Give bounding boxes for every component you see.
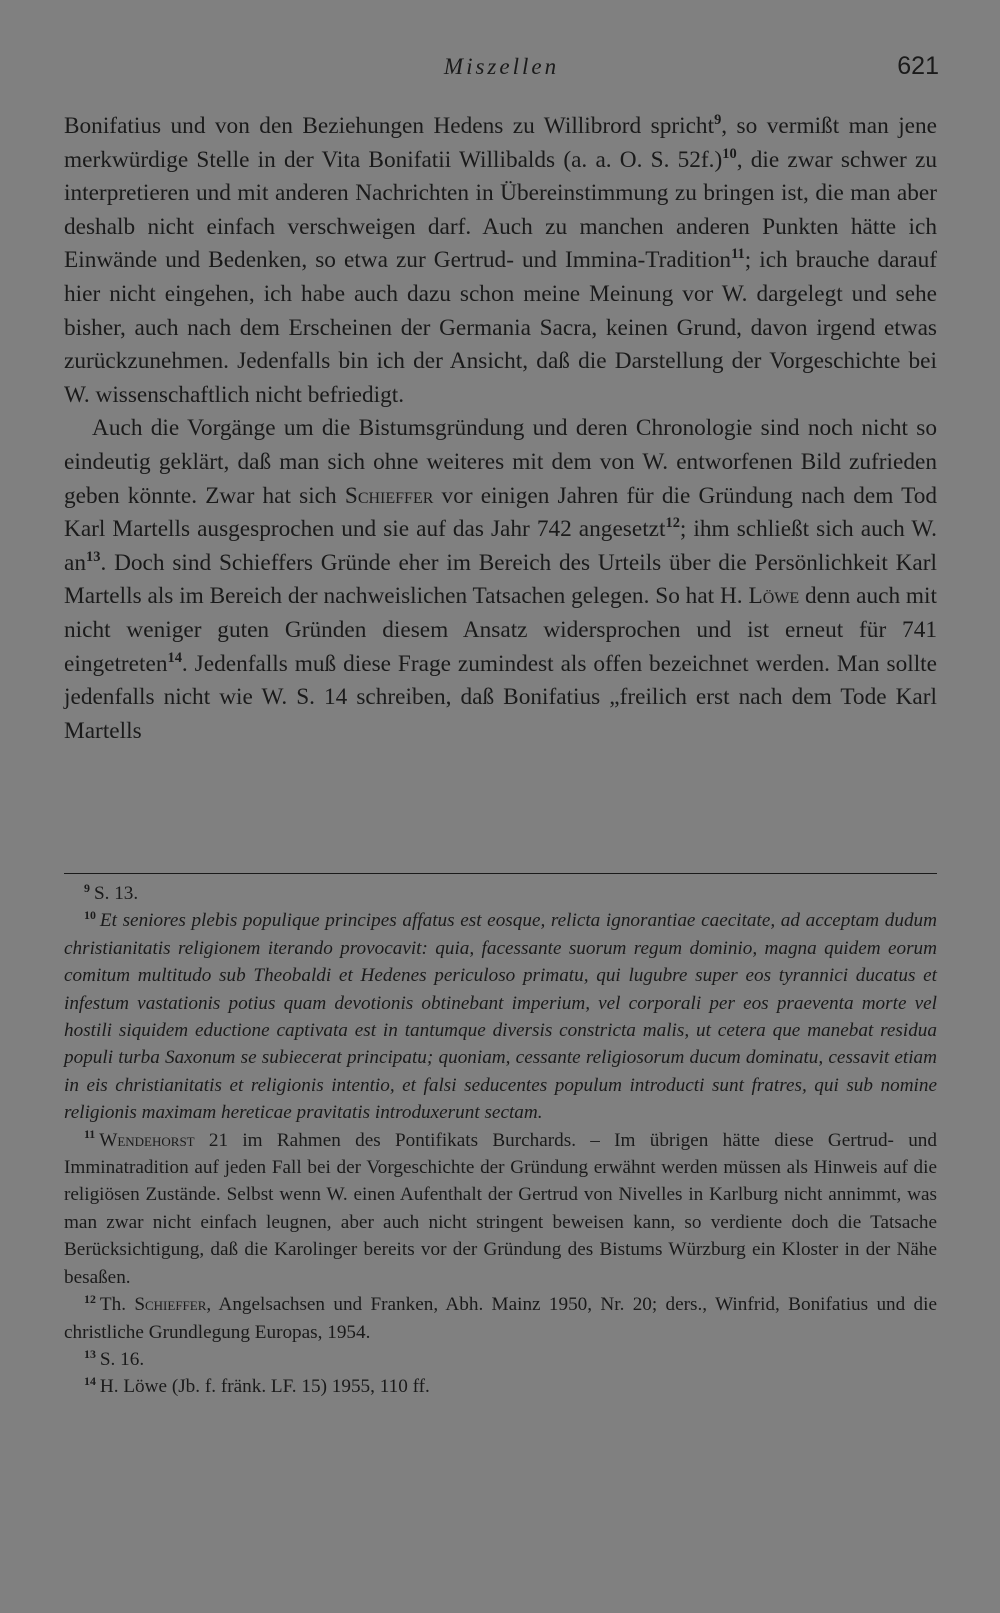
author-name: Schieffer	[344, 482, 434, 509]
footnote-ref-9: 9	[714, 112, 722, 129]
author-name: Löwe	[748, 583, 800, 610]
footnote-9	[64, 880, 937, 907]
footnote-14	[64, 1373, 937, 1400]
footnote-divider	[64, 873, 937, 874]
footnote-text: S. 16.	[99, 1348, 145, 1370]
text-run: . Jedenfalls muß diese Frage zumindest als offen bezeichnet werden. Man sollte jedenfalls nicht wie W. S. 14 schreiben, daß Bonifatius „freilich erst nach dem Tode Karl Martells	[64, 650, 937, 744]
footnote-number: 11	[84, 1127, 96, 1142]
text-run: denn auch mit nicht weniger guten Gründen diesem Ansatz widersprochen und ist erneut für 741 eingetreten	[64, 583, 937, 677]
footnote-number: 13	[84, 1346, 96, 1361]
footnote-13	[64, 1346, 937, 1373]
footnote-ref-11: 11	[731, 246, 745, 263]
footnote-text: 21 im Rahmen des Pontifikats Burchards. – Im übrigen hätte diese Gertrud- und Imminatradition auf jeden Fall bei der Vorgeschichte der Gründung erwähnt werden müssen als Hinweis auf die religiösen Zustände. Selbst wenn W. einen Aufenthalt der Gertrud von Nivelles in Karlburg nicht annimmt, was man zwar nicht einfach leugnen, aber auch nicht stringent beweisen kann, so verdiente doch die Tatsache Berücksichtigung, daß die Karolinger bereits vor der Gründung des Bistums Würzburg ein Kloster in der Nähe besaßen.	[64, 1129, 937, 1288]
paragraph-1	[64, 110, 937, 412]
footnote-number: 12	[84, 1291, 96, 1306]
footnote-ref-12: 12	[665, 515, 680, 532]
page-number: 621	[897, 52, 939, 80]
footnote-ref-13: 13	[86, 548, 101, 565]
main-text	[64, 110, 937, 748]
footnote-text: Et seniores plebis populique principes affatus est eosque, relicta ignorantiae caecitate, ad acceptam dudum christianitatis religionem iterando provocavit: quia, facessante suorum regum dominio, magna quidem eorum comitum multitudo sub Theobaldi et Hedenes periculoso primatu, qui lugubre super eos tyrannici ducatus et infestum vastationis potius quam devotionis obtinebant imperium, vel corporali per eos praeventa morte vel hostili siquidem eductione captivata est in tantumque diversis constricta malis, ut cetera que manebat residua populi turba Saxonum se subiecerat principatu; quoniam, cessante religiosorum ducum dominatu, cessavit etiam in eis christianitatis et religionis intentio, et falsi seducentes populum introducti sunt fratres, qui sub nomine religionis maximam hereticae pravitatis introduxerunt sectam.	[64, 910, 937, 1124]
footnote-ref-10: 10	[722, 145, 737, 162]
footnote-number: 14	[84, 1373, 96, 1388]
footnote-12	[64, 1291, 937, 1346]
text-run: Auch die Vorgänge um die Bistumsgründung und deren Chronologie sind noch nicht so eindeutig geklärt, daß man sich ohne weiteres mit dem von W. entworfenen Bild zufrieden geben könnte. Zwar hat sich	[64, 415, 937, 509]
footnote-text: , Angelsachsen und Franken, Abh. Mainz 1950, Nr. 20; ders., Winfrid, Bonifatius und die christliche Grundlegung Europas, 1954.	[64, 1294, 937, 1343]
running-head: Miszellen	[443, 54, 560, 79]
page-header	[64, 52, 939, 92]
text-run: vor einigen Jahren für die Gründung nach dem Tod Karl Martells ausgesprochen und sie auf das Jahr 742 angesetzt	[64, 482, 938, 543]
footnote-text: S. 13.	[93, 883, 139, 904]
text-run: , so vermißt man jene merkwürdige Stelle in der Vita Bonifatii Willibalds (a. a. O. S. 52f.)	[64, 113, 937, 173]
footnote-number: 10	[84, 908, 96, 923]
footnote-text: H. Löwe (Jb. f. fränk. LF. 15) 1955, 110 ff.	[99, 1376, 430, 1398]
text-run: ; ihm schließt sich auch W. an	[64, 516, 937, 576]
text-run: Bonifatius und von den Beziehungen Hedens zu Willibrord spricht	[64, 113, 715, 139]
text-run: . Doch sind Schieffers Gründe eher im Bereich des Urteils über die Persönlichkeit Karl Martells als im Bereich der nachweislichen Tatsachen gelegen. So hat H.	[64, 549, 937, 610]
footnote-10	[64, 907, 937, 1126]
paragraph-2	[64, 412, 937, 748]
footnote-ref-14: 14	[167, 649, 182, 666]
text-run: , die zwar schwer zu interpretieren und mit anderen Nachrichten in Übereinstimmung zu bringen ist, die man aber deshalb nicht einfach verschweigen darf. Auch zu manchen anderen Punkten hätte ich Einwände und Bedenken, so etwa zur Gertrud- und Immina-Tradition	[64, 146, 938, 274]
footnote-11	[64, 1127, 937, 1291]
author-name: Wendehorst	[99, 1129, 195, 1151]
author-name: Schieffer	[134, 1294, 207, 1316]
text-run: ; ich brauche darauf hier nicht eingehen, ich habe auch dazu schon meine Meinung vor W. dargelegt und sehe bisher, auch nach dem Erscheinen der Germania Sacra, keinen Grund, davon irgend etwas zurückzunehmen. Jedenfalls bin ich der Ansicht, daß die Darstellung der Vorgeschichte bei W. wissenschaftlich nicht befriedigt.	[64, 247, 938, 408]
footnotes	[64, 880, 937, 1401]
footnote-text: Th.	[99, 1294, 135, 1316]
footnote-number: 9	[84, 880, 90, 895]
